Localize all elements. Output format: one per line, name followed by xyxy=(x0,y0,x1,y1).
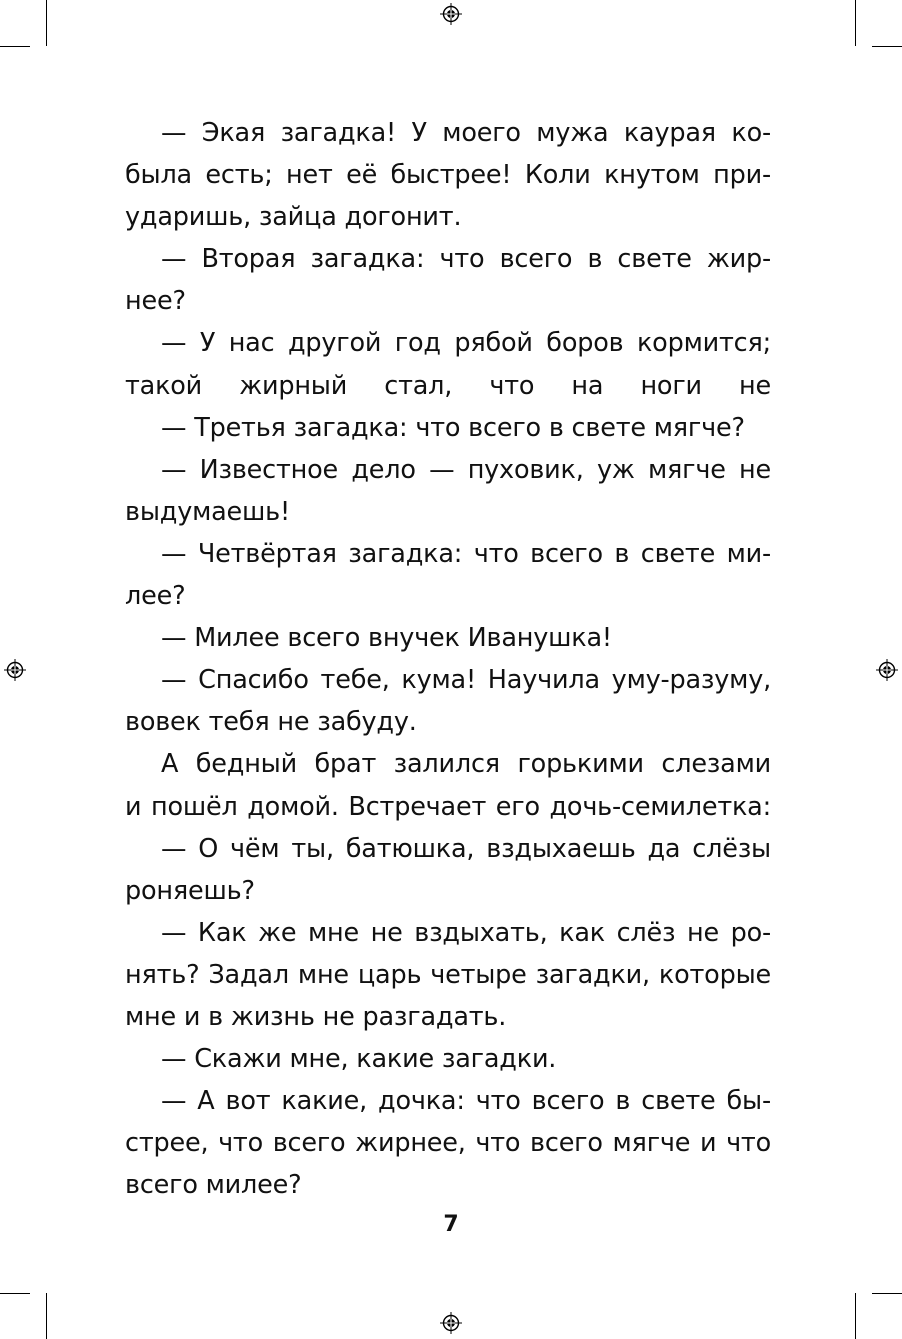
registration-mark-icon xyxy=(440,3,462,25)
crop-mark-bottom-right xyxy=(855,1293,856,1339)
text-line: — Известное дело — пуховик, уж мягче не xyxy=(161,454,771,485)
text-line: — Милее всего внучек Иванушка! xyxy=(161,623,612,654)
text-line: — Третья загадка: что всего в свете мягче? xyxy=(161,412,745,443)
crop-mark-bottom-left xyxy=(46,1293,47,1339)
text-line: была есть; нет её быстрее! Коли кнутом при- xyxy=(125,160,771,191)
text-line: — Экая загадка! У моего мужа каурая ко- xyxy=(161,118,771,148)
text-line: — А вот какие, дочка: что всего в свете бы- xyxy=(161,1086,771,1117)
registration-mark-icon xyxy=(4,659,26,681)
text-line: лее? xyxy=(125,581,186,612)
crop-mark-bottom-left-h xyxy=(0,1293,30,1294)
text-line: выдумаешь! xyxy=(125,496,291,527)
text-line: нять? Задал мне царь четыре загадки, которые xyxy=(125,959,771,990)
text-line: и пошёл домой. Встречает его дочь-семилетка: xyxy=(125,791,771,822)
registration-mark-icon xyxy=(440,1312,462,1334)
text-line: ударишь, зайца догонит. xyxy=(125,202,462,233)
crop-mark-top-left-h xyxy=(0,46,30,47)
text-line: — Четвёртая загадка: что всего в свете ми- xyxy=(161,538,771,569)
text-line: — О чём ты, батюшка, вздыхаешь да слёзы xyxy=(161,833,771,864)
text-line: такой жирный стал, что на ноги не xyxy=(125,370,771,401)
text-line: — У нас другой год рябой боров кормится; xyxy=(161,328,771,359)
text-line: вовек тебя не забуду. xyxy=(125,707,417,738)
text-line: стрее, что всего жирнее, что всего мягче и что xyxy=(125,1128,771,1159)
text-line: мне и в жизнь не разгадать. xyxy=(125,1001,507,1032)
crop-mark-bottom-right-h xyxy=(872,1293,902,1294)
text-line: А бедный брат залился горькими слезами xyxy=(161,749,771,780)
crop-mark-top-left xyxy=(46,0,47,46)
page-number: 7 xyxy=(443,1212,459,1237)
text-line: — Как же мне не вздыхать, как слёз не ро- xyxy=(161,917,771,948)
crop-mark-top-right-h xyxy=(872,46,902,47)
text-line: — Скажи мне, какие загадки. xyxy=(161,1044,557,1075)
text-line: всего милее? xyxy=(125,1170,302,1201)
text-line: нее? xyxy=(125,286,186,317)
text-line: роняешь? xyxy=(125,875,255,906)
text-line: — Вторая загадка: что всего в свете жир- xyxy=(161,244,771,275)
crop-mark-top-right xyxy=(855,0,856,46)
registration-mark-icon xyxy=(876,659,898,681)
body-text xyxy=(125,112,771,1206)
text-line: — Спасибо тебе, кума! Научила уму-разуму, xyxy=(161,665,771,696)
